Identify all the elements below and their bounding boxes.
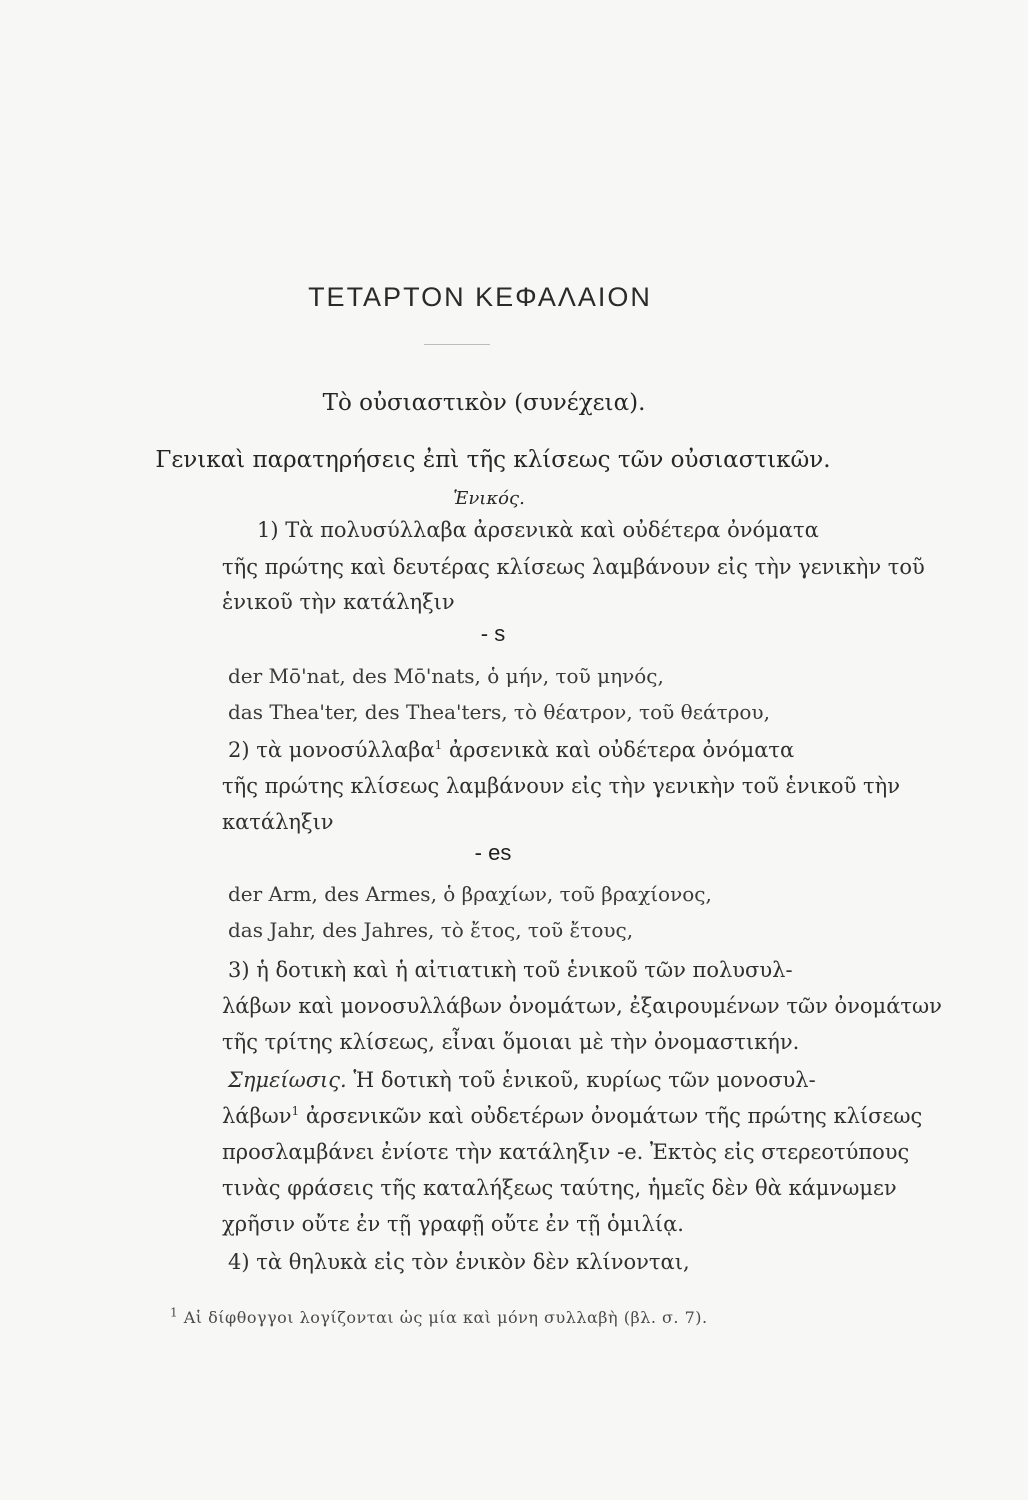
rule2-example: das Jahr, des Jahres, τὸ ἔτος, τοῦ ἔτους, [228, 918, 634, 942]
note-text: Ἡ δοτικὴ τοῦ ἑνικοῦ, κυρίως τῶν μονοσυλ- [346, 1068, 816, 1092]
rule2-line: τῆς πρώτης κλίσεως λαμβάνουν εἰς τὴν γενικὴν τοῦ ἑνικοῦ τὴν [222, 774, 900, 798]
heading-divider [424, 344, 490, 345]
note-text: ἀρσενικῶν καὶ οὐδετέρων ὀνομάτων τῆς πρώτης κλίσεως [299, 1104, 923, 1128]
note-line: τινὰς φράσεις τῆς καταλήξεως ταύτης, ἡμεῖς δὲν θὰ κάμνωμεν [222, 1176, 897, 1200]
rule3-line: τῆς τρίτης κλίσεως, εἶναι ὅμοιαι μὲ τὴν ὀνομαστικήν. [222, 1030, 800, 1054]
rule1-example: der Mō'nat, des Mō'nats, ὁ μήν, τοῦ μηνός, [228, 664, 664, 688]
footnote [170, 1305, 708, 1327]
rule2-line [228, 738, 794, 762]
rule1-example: das Thea'ter, des Thea'ters, τὸ θέατρον, τοῦ θεάτρου, [228, 700, 770, 724]
footnote-ref: 1 [434, 738, 443, 752]
note-line: χρῆσιν οὔτε ἐν τῇ γραφῇ οὔτε ἐν τῇ ὁμιλίᾳ. [222, 1212, 684, 1236]
note-text: λάβων [222, 1104, 292, 1128]
note-line: προσλαμβάνει ἐνίοτε τὴν κατάληξιν -e. Ἐκτὸς εἰς στερεοτύπους [222, 1140, 910, 1164]
chapter-subtitle: Γενικαὶ παρατηρήσεις ἐπὶ τῆς κλίσεως τῶν οὐσιαστικῶν. [155, 447, 831, 473]
note-label: Σημείωσις. [228, 1068, 347, 1092]
rule3-line: λάβων καὶ μονοσυλλάβων ὀνομάτων, ἐξαιρουμένων τῶν ὀνομάτων [222, 994, 942, 1018]
section-heading: Ἑνικός. [453, 488, 525, 509]
chapter-title: Τὸ οὐσιαστικὸν (συνέχεια). [322, 390, 646, 416]
rule1-line: ἑνικοῦ τὴν κατάληξιν [222, 590, 455, 614]
rule3-line: 3) ἡ δοτικὴ καὶ ἡ αἰτιατικὴ τοῦ ἑνικοῦ τῶν πολυσυλ- [228, 958, 793, 982]
footnote-ref: 1 [291, 1104, 300, 1118]
rule2-example: der Arm, des Armes, ὁ βραχίων, τοῦ βραχίονος, [228, 882, 712, 906]
chapter-heading: ΤΕΤΑΡΤΟΝ ΚΕΦΑΛΑΙΟΝ [308, 282, 652, 312]
rule2-text: ἀρσενικὰ καὶ οὐδέτερα ὀνόματα [442, 738, 795, 762]
footnote-mark: 1 [170, 1305, 179, 1320]
rule4-line: 4) τὰ θηλυκὰ εἰς τὸν ἑνικὸν δὲν κλίνονται, [228, 1250, 690, 1274]
note-line [228, 1068, 816, 1092]
rule2-text: 2) τὰ μονοσύλλαβα [228, 738, 435, 762]
note-line [222, 1104, 922, 1128]
rule2-ending: - es [474, 840, 512, 865]
rule2-line: κατάληξιν [222, 810, 334, 834]
rule1-line: τῆς πρώτης καὶ δευτέρας κλίσεως λαμβάνουν εἰς τὴν γενικὴν τοῦ [222, 555, 925, 579]
rule1-ending: - s [480, 621, 506, 646]
rule1-line: 1) Τὰ πολυσύλλαβα ἀρσενικὰ καὶ οὐδέτερα ὀνόματα [257, 518, 819, 542]
footnote-text: Αἱ δίφθογγοι λογίζονται ὡς μία καὶ μόνη συλλαβὴ (βλ. σ. 7). [178, 1308, 708, 1327]
